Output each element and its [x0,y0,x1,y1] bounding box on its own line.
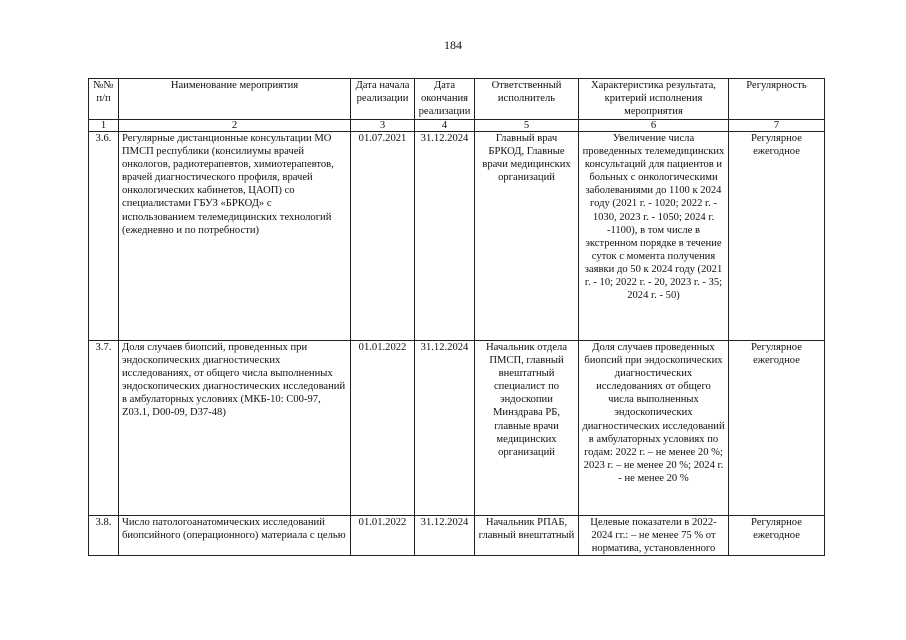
table-header-row [89,79,825,120]
header-name: Наименование мероприятия [119,79,351,120]
column-number: 5 [475,120,579,132]
result-criteria: Доля случаев проведенных биопсий при эндоскопических диагностических исследованиях от общего числа выполненных эндоскопических диагностических исследований в амбулаторных условиях по годам: 2022 г. – не менее 20 %; 2023 г. – не менее 20 %; 2024 г. - не менее 20 % [579,341,729,516]
row-number: 3.7. [89,341,119,516]
table-row [89,516,825,556]
measure-name: Число патологоанатомических исследований биопсийного (операционного) материала с целью [119,516,351,556]
regularity: Регулярное ежегодное [729,132,825,341]
table-row [89,132,825,341]
result-criteria: Увеличение числа проведенных телемедицинских консультаций для пациентов и больных с онкологическими заболеваниями до 1100 к 2024 году (2021 г. - 1020; 2022 г. - 1030, 2023 г. - 1050; 2024 г. -1100), в том числе в экстренном порядке в течение суток с момента получения заявки до 50 к 2024 году (2021 г. - 10; 2022 г. - 20, 2023 г. - 35; 2024 г. - 50) [579,132,729,341]
measures-table [88,78,825,556]
header-start-date: Дата начала реализации [351,79,415,120]
column-number: 2 [119,120,351,132]
end-date: 31.12.2024 [415,132,475,341]
measure-name: Доля случаев биопсий, проведенных при эндоскопических диагностических исследованиях, от общего числа выполненных эндоскопических диагностических исследований в амбулаторных условиях (МКБ-10: C00-97, Z03.1, D00-09, D37-48) [119,341,351,516]
end-date: 31.12.2024 [415,341,475,516]
regularity: Регулярное ежегодное [729,516,825,556]
header-number: №№ п/п [89,79,119,120]
header-regularity: Регулярность [729,79,825,120]
row-number: 3.8. [89,516,119,556]
table-row [89,341,825,516]
column-number: 6 [579,120,729,132]
result-criteria: Целевые показатели в 2022-2024 гг.: – не менее 75 % от норматива, установленного [579,516,729,556]
column-number-row [89,120,825,132]
row-number: 3.6. [89,132,119,341]
page-number: 184 [444,38,462,52]
column-number: 4 [415,120,475,132]
start-date: 01.07.2021 [351,132,415,341]
start-date: 01.01.2022 [351,516,415,556]
measure-name: Регулярные дистанционные консультации МО ПМСП республики (консилиумы врачей онкологов, радиотерапевтов, химиотерапевтов, врачей диагностического профиля, врачей онкологических кабинетов, ЦАОП) со специалистами ГБУЗ «БРКОД» с использованием телемедицинских технологий (ежедневно и по потребности) [119,132,351,341]
column-number: 1 [89,120,119,132]
column-number: 7 [729,120,825,132]
header-result: Характеристика результата, критерий исполнения мероприятия [579,79,729,120]
header-responsible: Ответственный исполнитель [475,79,579,120]
regularity: Регулярное ежегодное [729,341,825,516]
start-date: 01.01.2022 [351,341,415,516]
header-end-date: Дата окончания реализации [415,79,475,120]
responsible-executor: Начальник РПАБ, главный внештатный [475,516,579,556]
responsible-executor: Главный врач БРКОД, Главные врачи медицинских организаций [475,132,579,341]
responsible-executor: Начальник отдела ПМСП, главный внештатный специалист по эндоскопии Минздрава РБ, главные врачи медицинских организаций [475,341,579,516]
column-number: 3 [351,120,415,132]
end-date: 31.12.2024 [415,516,475,556]
